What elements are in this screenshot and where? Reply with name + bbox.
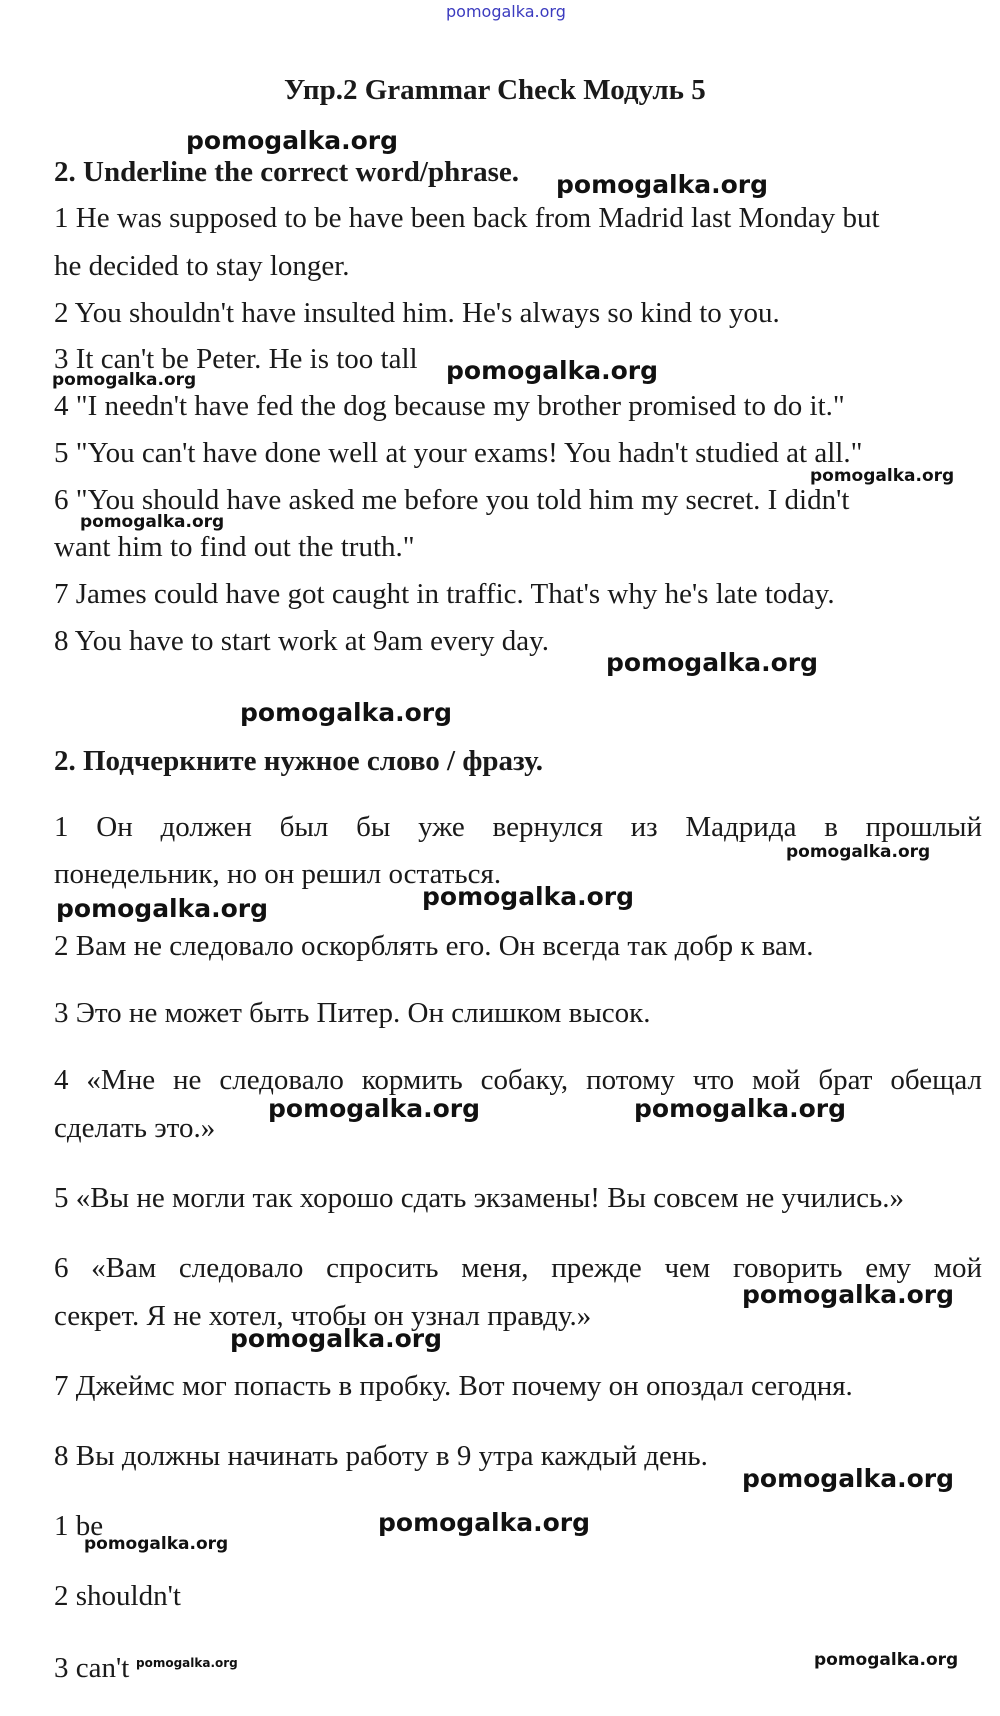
watermark: pomogalka.org xyxy=(136,1656,238,1670)
english-heading: 2. Underline the correct word/phrase. xyxy=(54,156,519,188)
russian-item-2: 2 Вам не следовало оскорблять его. Он всегда так добр к вам. xyxy=(54,930,814,962)
english-item-4: 4 "I needn't have fed the dog because my brother promised to do it." xyxy=(54,390,845,422)
watermark: pomogalka.org xyxy=(606,648,819,677)
watermark: pomogalka.org xyxy=(56,894,269,923)
russian-item-1-line-2: понедельник, но он решил остаться. xyxy=(54,858,502,890)
answer-2: 2 shouldn't xyxy=(54,1580,181,1612)
site-link[interactable]: pomogalka.org xyxy=(446,2,566,21)
watermark: pomogalka.org xyxy=(240,698,453,727)
watermark: pomogalka.org xyxy=(422,882,635,911)
russian-item-8: 8 Вы должны начинать работу в 9 утра каждый день. xyxy=(54,1440,708,1472)
watermark: pomogalka.org xyxy=(634,1094,847,1123)
russian-item-4-line-2: сделать это.» xyxy=(54,1112,216,1144)
russian-item-6-line-2: секрет. Я не хотел, чтобы он узнал правду.» xyxy=(54,1300,592,1332)
russian-item-5: 5 «Вы не могли так хорошо сдать экзамены! Вы совсем не учились.» xyxy=(54,1182,904,1214)
answer-1: 1 be xyxy=(54,1510,104,1542)
watermark: pomogalka.org xyxy=(786,842,931,862)
watermark: pomogalka.org xyxy=(742,1280,955,1309)
english-item-5: 5 "You can't have done well at your exams! You hadn't studied at all." xyxy=(54,437,863,469)
english-item-6-line-2: want him to find out the truth." xyxy=(54,531,415,563)
russian-item-1-line-1: 1 Он должен был бы уже вернулся из Мадрида в прошлый xyxy=(54,811,982,843)
watermark: pomogalka.org xyxy=(446,356,659,385)
watermark: pomogalka.org xyxy=(810,466,955,486)
watermark: pomogalka.org xyxy=(186,126,399,155)
watermark: pomogalka.org xyxy=(556,170,769,199)
page-title: Упр.2 Grammar Check Модуль 5 xyxy=(284,74,706,106)
watermark: pomogalka.org xyxy=(52,370,197,390)
watermark: pomogalka.org xyxy=(84,1534,229,1554)
english-item-2: 2 You shouldn't have insulted him. He's always so kind to you. xyxy=(54,297,780,329)
russian-item-3: 3 Это не может быть Питер. Он слишком высок. xyxy=(54,997,651,1029)
watermark: pomogalka.org xyxy=(814,1650,959,1670)
russian-item-4-line-1: 4 «Мне не следовало кормить собаку, потому что мой брат обещал xyxy=(54,1064,982,1096)
english-item-7: 7 James could have got caught in traffic. That's why he's late today. xyxy=(54,578,835,610)
english-item-3: 3 It can't be Peter. He is too tall xyxy=(54,343,418,375)
watermark: pomogalka.org xyxy=(268,1094,481,1123)
watermark: pomogalka.org xyxy=(230,1324,443,1353)
watermark: pomogalka.org xyxy=(378,1508,591,1537)
answer-3: 3 can't xyxy=(54,1652,130,1684)
english-item-8: 8 You have to start work at 9am every day. xyxy=(54,625,550,657)
watermark: pomogalka.org xyxy=(80,512,225,532)
watermark: pomogalka.org xyxy=(742,1464,955,1493)
russian-item-6-line-1: 6 «Вам следовало спросить меня, прежде чем говорить ему мой xyxy=(54,1252,982,1284)
english-item-1-line-1: 1 He was supposed to be have been back from Madrid last Monday but xyxy=(54,202,880,234)
english-item-1-line-2: he decided to stay longer. xyxy=(54,250,350,282)
english-item-6-line-1: 6 "You should have asked me before you told him my secret. I didn't xyxy=(54,484,850,516)
russian-item-7: 7 Джеймс мог попасть в пробку. Вот почему он опоздал сегодня. xyxy=(54,1370,853,1402)
russian-heading: 2. Подчеркните нужное слово / фразу. xyxy=(54,745,543,777)
